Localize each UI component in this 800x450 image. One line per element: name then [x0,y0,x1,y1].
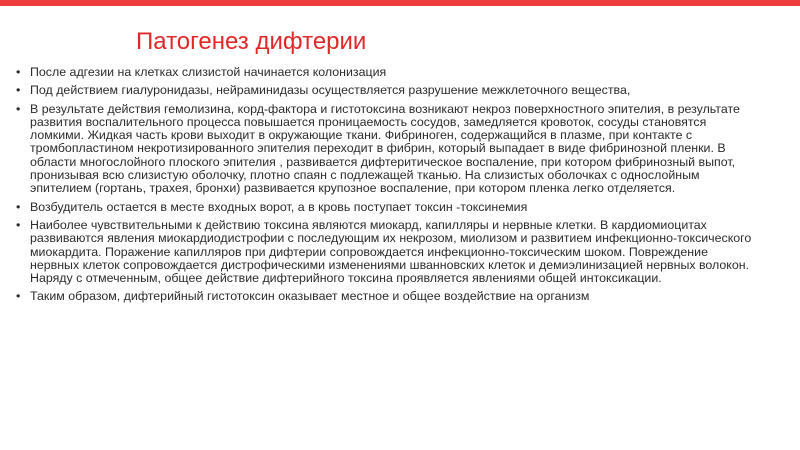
bullet-marker: • [16,101,21,116]
bullet-item-colonization [14,66,754,79]
bullet-marker: • [16,289,21,304]
bullet-item-toxin-sensitivity [14,219,754,285]
bullet-text: Под действием гиалуронидазы, нейраминидазы осуществляется разрушение межклеточного вещества, [30,83,631,98]
bullet-text: Возбудитель остается в месте входных ворот, а в кровь поступает токсин -токсинемия [30,199,528,214]
bullet-text: Наиболее чувствительными к действию токсина являются миокард, капилляры и нервные клетки. В кардиомиоцитах развиваются явления миокардиодистрофии с последующим их некрозом, миолизом и развитием инфекционно-токсического миокардита. Поражение капилляров при дифтерии сопровождается инфекционно-токсическим шоком. Повреждение нервных клеток сопровождается дистрофическими изменениями шванновских клеток и демиэлинизацией нервных волокон. Наряду с отмеченным, общее действие дифтерийного токсина проявляется явлениями общей интоксикации. [30,217,752,286]
bullet-text: Таким образом, дифтерийный гистотоксин оказывает местное и общее воздействие на организм [30,289,590,304]
slide-title: Патогенез дифтерии [136,28,367,55]
bullet-marker: • [16,199,21,214]
bullet-marker: • [16,65,21,79]
bullet-item-conclusion [14,290,754,303]
bullet-list [14,66,754,309]
bullet-item-toxinemia [14,201,754,214]
bullet-text: После адгезии на клетках слизистой начинается колонизация [30,65,387,79]
bullet-item-intercellular-destruction [14,84,754,97]
bullet-marker: • [16,83,21,98]
top-accent-bar [0,0,800,6]
bullet-text: В результате действия гемолизина, корд-фактора и гистотоксина возникают некроз поверхностного эпителия, в результате развития воспалительного процесса повышается проницаемость сосудов, замедляется кровоток, сосуды становятся ломкими. Жидкая часть крови выходит в окружающие ткани. Фибриноген, содержащийся в плазме, при контакте с тромбопластином некротизированного эпителия переходит в фибрин, который выпадает в виде фибринозной пленки. В области многослойного плоского эпителия , развивается дифтеритическое воспаление, при котором фибринозный выпот, пронизывая всю слизистую оболочку, плотно спаян с подлежащей тканью. На слизистых оболочках с однослойным эпителием (гортань, трахея, бронхи) развивается крупозное воспаление, при котором пленка легко отделяется. [30,101,740,196]
bullet-item-necrosis-inflammation [14,103,754,196]
bullet-marker: • [16,217,21,232]
